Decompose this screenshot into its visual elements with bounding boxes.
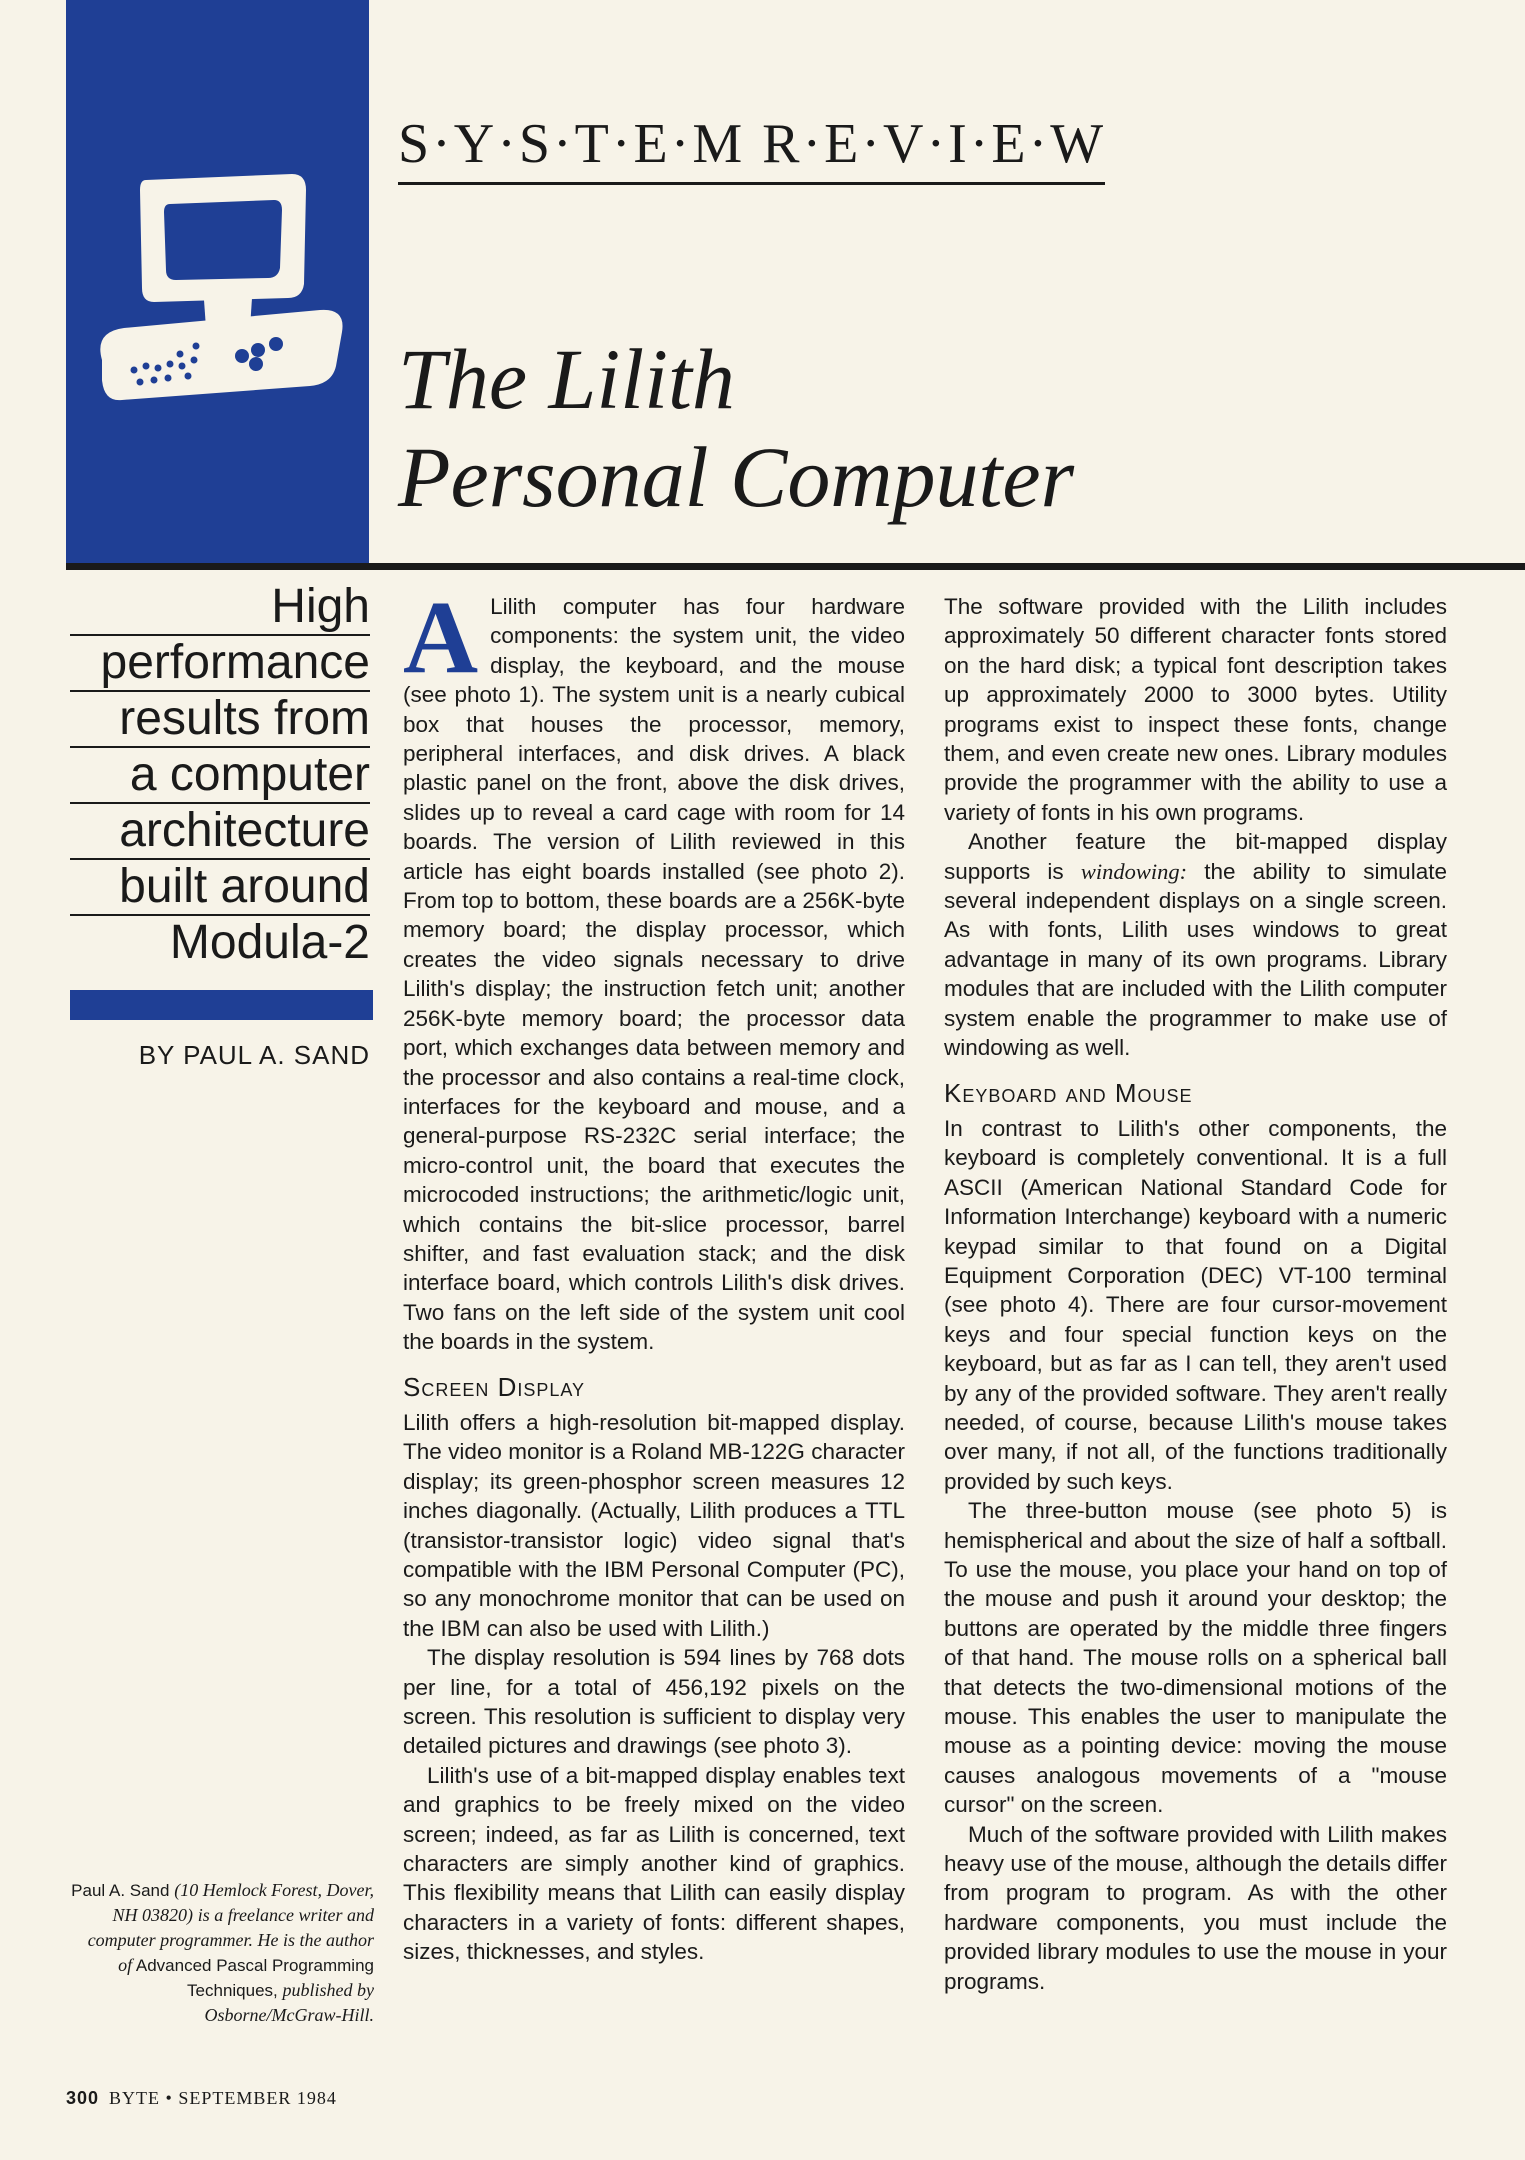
deck-line: Modula-2 [169,916,370,969]
computer-icon [84,160,364,430]
paragraph: The three-button mouse (see photo 5) is hemispherical and about the size of half a softball. To use the mouse, you place your hand on top of the mouse and push it around your desktop; the buttons are operated by the middle three fingers of that hand. The mouse rolls on a spherical ball that detects the two-dimensional motions of the mouse. This enables the user to manipulate the mouse as a pointing device: moving the mouse causes analogous movements of a "mouse cursor" on the screen. [944,1498,1447,1818]
article-title [398,330,1398,526]
deck-line: High [70,580,370,636]
issue-info: BYTE • SEPTEMBER 1984 [109,2088,337,2108]
paragraph-text: Another feature the bit-mapped display supports is [944,829,1447,884]
author-address: (10 Hemlock Forest, Dover, NH 03820) [112,1880,374,1925]
drop-cap: A [403,580,479,695]
paragraph-text: the ability to simulate several independent displays on a single screen. As with fonts, Lilith uses windows to great advantage in many of its own programs. Library modules that are included with the Lilith computer system enable the programmer to make use of windowing as well. [944,858,1447,1061]
deck-bar [70,990,373,1020]
deck-line: built around [70,860,370,916]
deck-line: architecture [70,804,370,860]
deck-line: results from [70,692,370,748]
title-line-1: The Lilith [398,331,735,427]
paragraph [944,827,1447,1062]
author-book: Advanced Pascal Programming Techniques, [135,1956,374,2000]
deck-line: performance [70,636,370,692]
paragraph: Lilith's use of a bit-mapped display enables text and graphics to be freely mixed on the video screen; indeed, as far as Lilith is concerned, text characters are simply another kind of graphics. This flexibility means that Lilith can easily display characters in a variety of fonts: different shapes, sizes, thicknesses, and styles. [403,1762,905,1965]
paragraph: Much of the software provided with Lilith makes heavy use of the mouse, although the details differ from program to program. As with the other hardware components, you must include the provided library modules to use the mouse in your programs. [944,1821,1447,1994]
author-name: Paul A. Sand [71,1881,170,1900]
section-heading: S·Y·S·T·E·M R·E·V·I·E·W [398,112,1105,185]
author-publisher: Osborne/McGraw-Hill. [204,2005,374,2025]
title-line-2: Personal Computer [398,429,1075,525]
deck-line: a computer [70,748,370,804]
paragraph-text: Lilith computer has four hardware components: the system unit, the video display, the keyboard, and the mouse (see photo 1). The system unit is a nearly cubical box that houses the processor, memory, peripheral interfaces, and disk drives. A black plastic panel on the front, above the disk drives, slides up to reveal a card cage with room for 14 boards. The version of Lilith reviewed in this article has eight boards installed (see photo 2). From top to bottom, these boards are a 256K-byte memory board; the display processor, which creates the video signals necessary to drive Lilith's display; the instruction fetch unit; another 256K-byte memory board; the processor data port, which exchanges data between memory and the processor and also contains a real-time clock, interfaces for the keyboard and mouse, and a general-purpose RS-232C serial interface; the micro-control unit, the board that executes the microcoded instructions; the arithmetic/logic unit, which contains the bit-slice processor, barrel shifter, and fast evaluation stack; and the disk interface board, which controls Lilith's disk drives. Two fans on the left side of the system unit cool the boards in the system. [403,594,905,1355]
body-column-right [944,592,1447,1996]
deck [70,580,370,970]
page-footer [66,2088,337,2109]
paragraph: In contrast to Lilith's other components, the keyboard is completely conventional. It is a full ASCII (American National Standard Code for Information Interchange) keyboard with a numeric keypad similar to that found on a Digital Equipment Corporation (DEC) VT-100 terminal (see photo 4). There are four cursor-movement keys and four special function keys on the keyboard, but as far as I can tell, they aren't used by any of the provided software. They aren't really needed, of course, because Lilith's mouse takes over many, if not all, of the functions traditionally provided by such keys. [944,1115,1447,1494]
emphasis-windowing: windowing: [1080,858,1188,884]
byline: BY PAUL A. SAND [138,1040,370,1070]
paragraph: The software provided with the Lilith includes approximately 50 different character fonts stored on the hard disk; a typical font description takes up approximately 2000 to 3000 bytes. Utility programs exist to inspect these fonts, change them, and even create new ones. Library modules provide the programmer with the ability to use a variety of fonts in his own programs. [944,594,1447,825]
page-number: 300 [66,2088,100,2108]
body-column-middle [403,580,905,1967]
paragraph: The display resolution is 594 lines by 768 dots per line, for a total of 456,192 pixels on the screen. This resolution is sufficient to display very detailed pictures and drawings (see photo 3). [403,1645,905,1759]
paragraph: Lilith offers a high-resolution bit-mapped display. The video monitor is a Roland MB-122G character display; its green-phosphor screen measures 12 inches diagonally. (Actually, Lilith produces a TTL (transistor-transistor logic) video signal that's compatible with the IBM Personal Computer (PC), so any monochrome monitor that can be used on the IBM can also be used with Lilith.) [403,1409,905,1641]
paragraph [403,580,905,1357]
author-published: published by [282,1980,374,2000]
author-note [70,1878,374,2028]
subheading-keyboard-mouse: Keyboard and Mouse [944,1077,1193,1108]
author-desc: is a freelance writer and computer programmer. He is the author of [87,1905,374,1975]
header-rule [66,563,1525,570]
section-logo-block [66,0,369,565]
subheading-screen-display: Screen Display [403,1371,586,1402]
